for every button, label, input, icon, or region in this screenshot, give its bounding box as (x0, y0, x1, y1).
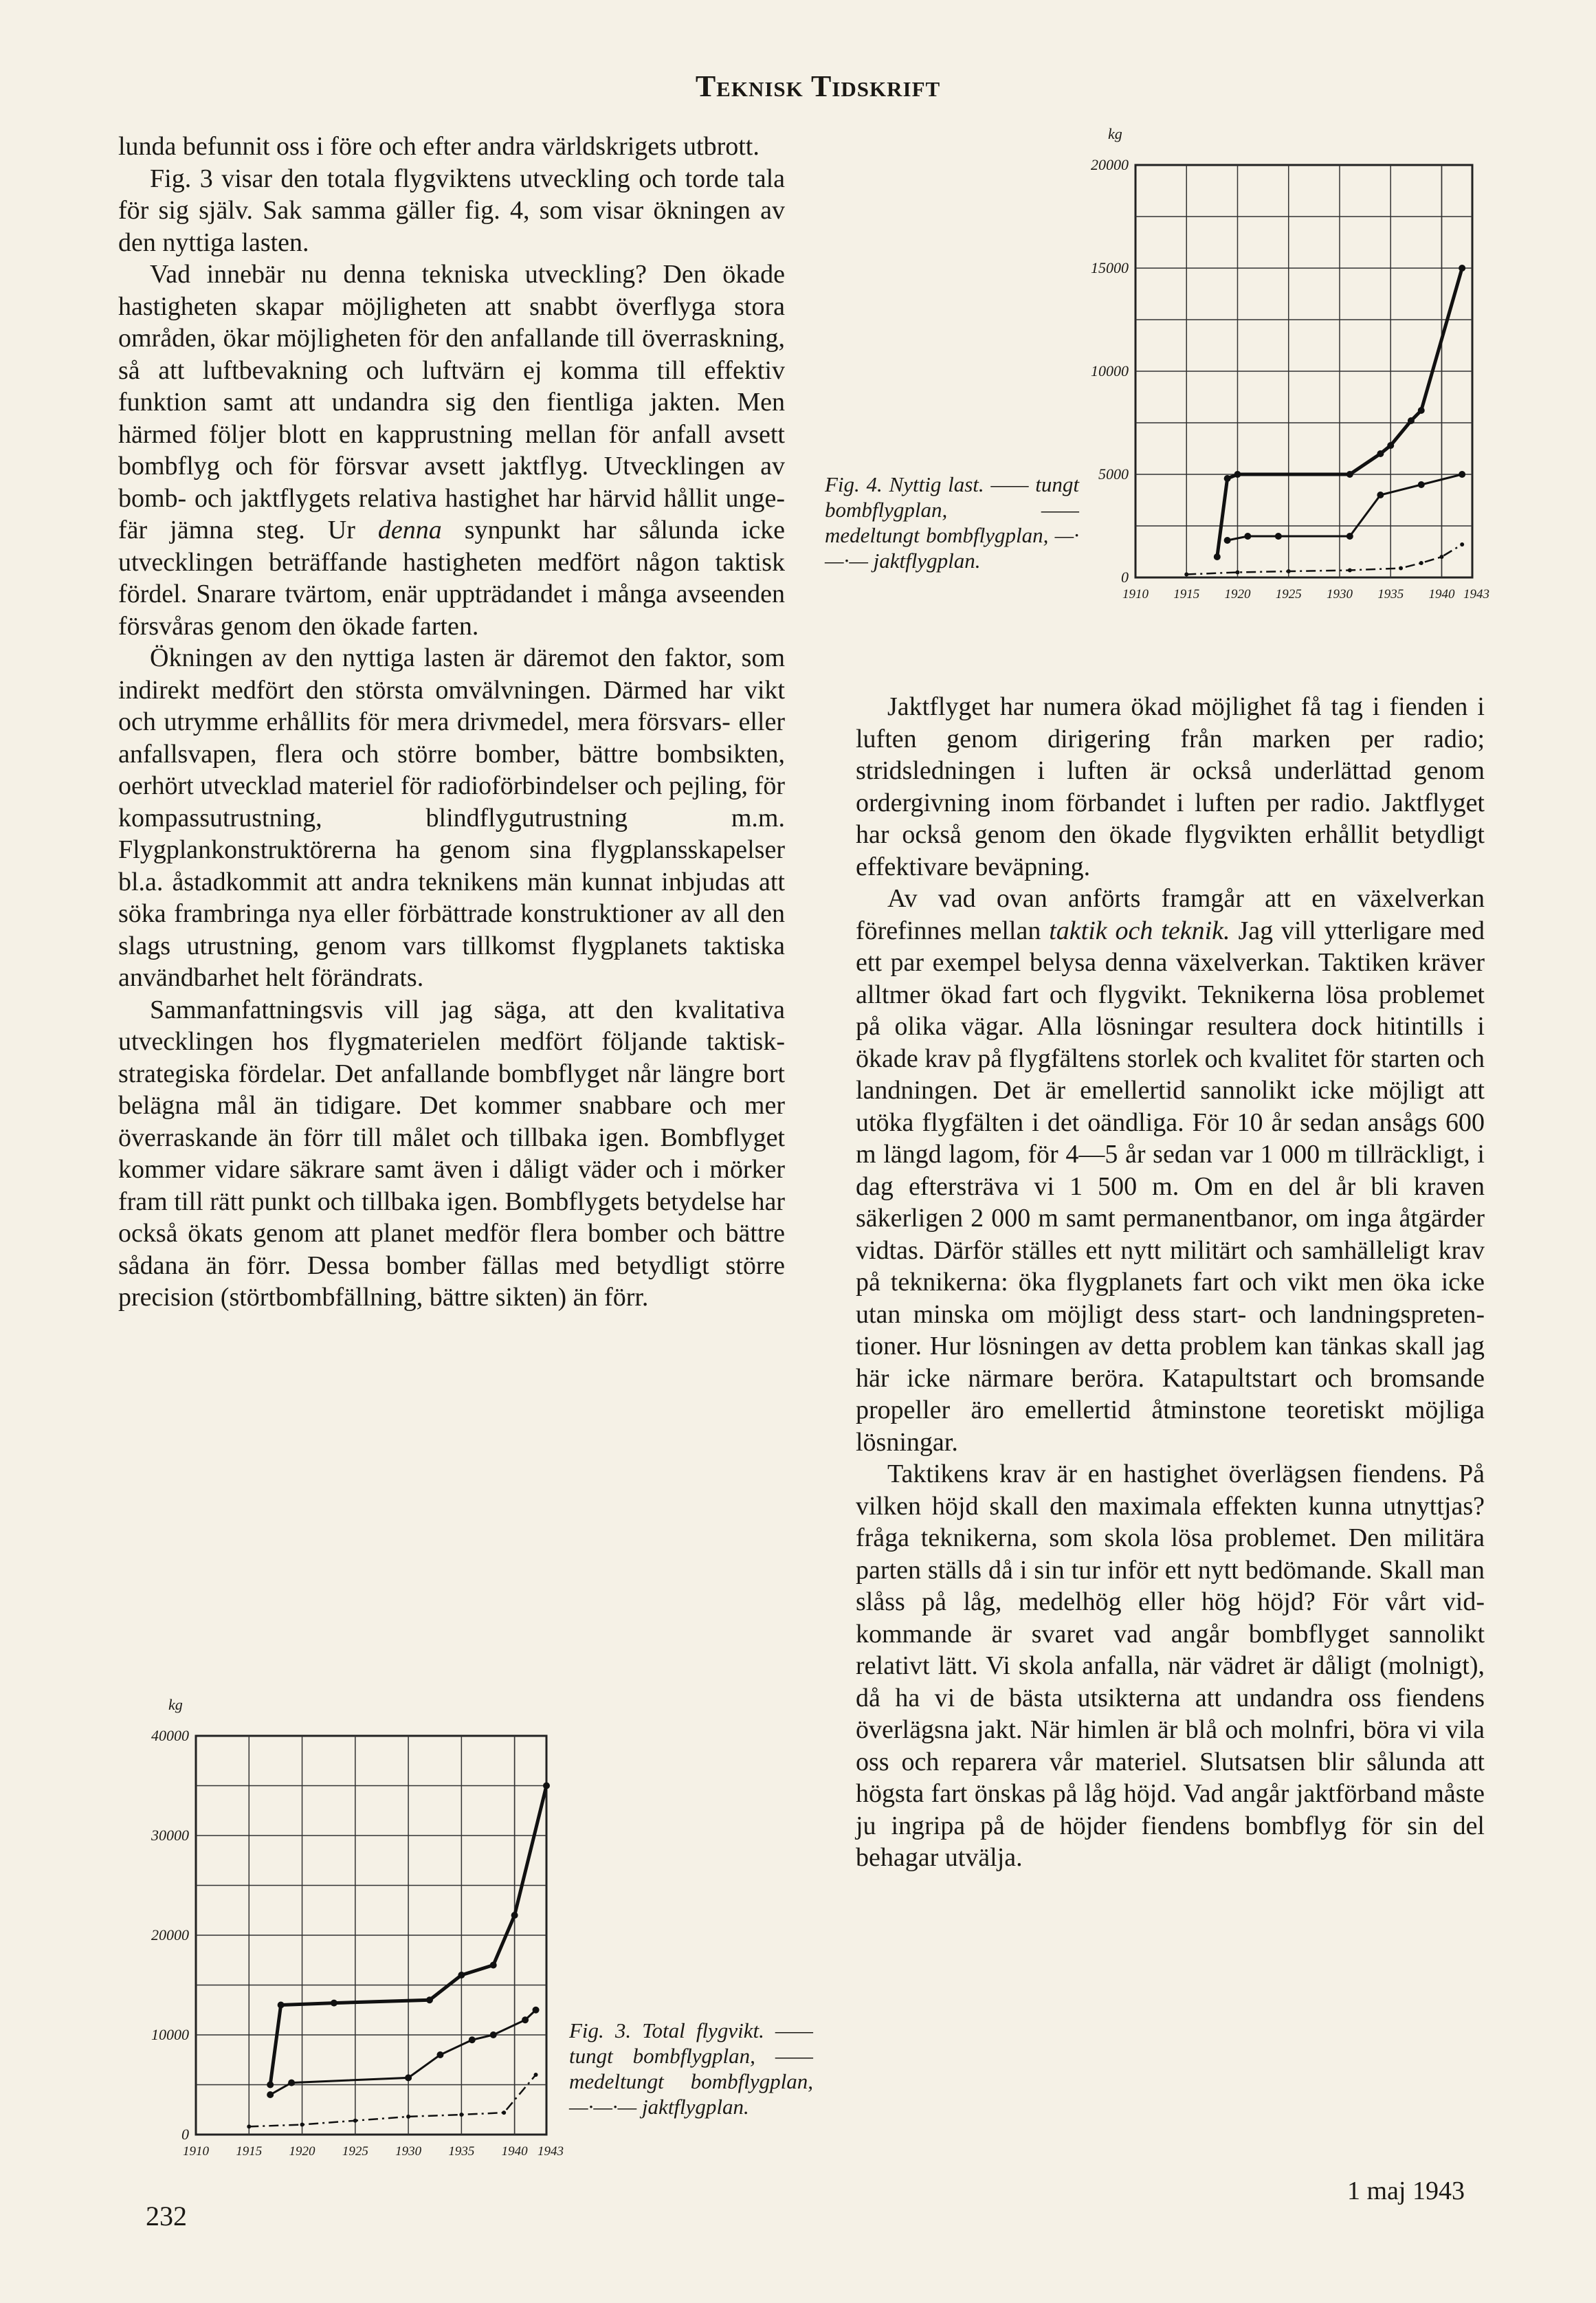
data-point (300, 2123, 304, 2127)
data-point (426, 1996, 433, 2003)
data-point (1235, 571, 1239, 575)
data-point (1377, 450, 1384, 457)
data-point (1408, 417, 1415, 424)
data-point (1418, 481, 1425, 488)
page-number: 232 (146, 2201, 187, 2232)
data-point (1387, 442, 1394, 449)
y-tick-label: 30000 (151, 1827, 189, 1844)
x-tick-label: 1930 (1326, 587, 1353, 602)
paragraph-text: Av vad ovan anförts framgår att en växelverkan förefinnes mellan (856, 884, 1485, 945)
paragraph (856, 883, 1485, 1458)
figure-4-svg (1069, 127, 1495, 615)
data-point (267, 2082, 274, 2089)
y-axis-label: kg (1108, 127, 1122, 142)
paragraph: lunda befunnit oss i före och efter andra världskrigets utbrott. (118, 132, 760, 161)
data-point (1214, 553, 1221, 560)
data-point (469, 2036, 476, 2043)
data-point (543, 1783, 550, 1789)
x-tick-label: 1925 (342, 2144, 368, 2159)
data-point (353, 2119, 357, 2123)
x-tick-label: 1915 (236, 2144, 263, 2159)
x-tick-label: 1940 (501, 2144, 528, 2159)
y-tick-label: 10000 (1091, 362, 1129, 379)
figure-3-svg (137, 1698, 577, 2179)
figure-3-chart (137, 1698, 577, 2179)
emphasis-text: denna (377, 516, 442, 544)
paragraph-text: Jag vill ytterligare med ett par exempel belysa denna växelverkan. Taktiken kräver alltmer ökad fart och flygvikt. Teknikerna lösa problemet på olika vägar. Alla lösningar resultera dock hitintills i ökade krav på flygfältens storlek och kvalitet för starten och landningen. Det är emellertid sannolikt icke möjligt att utöka flygfälten i det oändliga. För 10 år sedan ansågs 600 m längd lagom, för 4—5 år sedan var 1 000 m tillräckligt, i dag eftersträva vi 1 500 m. Om en del år bli kraven säkerligen 2 000 m samt permanentbanor, om inga åtgärder vidtas. Därför ställes ett nytt militärt och samhälleligt krav på teknikerna: öka flygplanets fart och vikt men öka icke utan minska om möjligt dess start- och landningspretentioner. Hur lösningen av detta problem kan tänkas skall jag här icke närmare beröra. Katapultstart och bromsande propeller äro emellertid åtminstone teoretiskt möjliga lösningar. (856, 916, 1485, 1457)
paragraph: Jaktflyget har numera ökad möjlighet få tag i fienden i luften genom dirigering från marken per radio; stridsledningen i luften är också underlättad genom ordergivning inom förbandet i luften per radio. Jaktflyget har också genom den ökade flygvikten erhållit betydligt effektivare beväpning. (856, 692, 1485, 881)
right-column (856, 691, 1485, 1874)
y-tick-label: 20000 (151, 1926, 189, 1943)
data-point (436, 2051, 443, 2058)
data-point (267, 2091, 274, 2098)
data-point (458, 1972, 465, 1979)
data-point (1224, 537, 1231, 544)
data-point (533, 2007, 540, 2014)
data-point (1348, 569, 1352, 573)
paragraph (118, 258, 785, 642)
paragraph-text: synpunkt har sålunda icke utvecklingen beträffande hastigheten medfört någon taktisk fördel. Snarare tvärtom, enär uppträdandet i många avseenden försvåras genom den ökade farten. (118, 516, 786, 641)
data-point (1224, 475, 1231, 482)
data-point (1275, 533, 1282, 540)
paragraph: Fig. 3 visar den totala flygviktens utveckling och torde tala för sig själv. Sak samma gäller fig. 4, som visar ökningen av den nyttiga lasten. (118, 164, 785, 257)
x-tick-label: 1910 (183, 2144, 209, 2159)
series-line (1186, 544, 1462, 575)
data-point (522, 2016, 529, 2023)
data-point (1234, 471, 1241, 478)
series-line (270, 2010, 535, 2095)
x-tick-label: 1920 (1224, 587, 1251, 602)
x-tick-label: 1935 (448, 2144, 475, 2159)
data-point (1184, 573, 1188, 577)
x-tick-label: 1943 (537, 2144, 564, 2159)
data-point (1418, 407, 1425, 414)
y-tick-label: 20000 (1091, 156, 1129, 173)
issue-date: 1 maj 1943 (1347, 2177, 1465, 2205)
figure-4-chart (1069, 127, 1495, 615)
data-point (331, 2000, 337, 2007)
data-point (1459, 471, 1465, 478)
figure-3-caption: Fig. 3. Total flygvikt. —— tungt bombflygplan, —— medeltungt bombflygplan, —·—·— jaktflygplan. (569, 2018, 813, 2119)
left-column (118, 131, 785, 1314)
x-tick-label: 1943 (1463, 587, 1489, 602)
journal-header: Teknisk Tidskrift (695, 69, 941, 103)
x-tick-label: 1925 (1275, 587, 1302, 602)
data-point (1346, 533, 1353, 540)
x-tick-label: 1930 (395, 2144, 422, 2159)
data-point (1346, 471, 1353, 478)
y-tick-label: 15000 (1091, 259, 1129, 276)
paragraph-text: Vad innebär nu denna tekniska utveckling? Den ökade hastigheten skapar möjligheten att snabbt överflyga stora områden, ökar möjligheten för den anfallande till överraskning, så att luftbevakning och luftvärn ej komma till effektiv funktion samt att undandra sig den fientliga jakten. Men härmed följer blott en kapprustning mellan för anfall avsett bombflyg och för försvar avsett jaktflyg. Utvecklingen av bomb- och jaktflygets relativa hastighet har härvid hållit ungefär jämna steg. Ur (118, 260, 785, 544)
data-point (490, 1962, 497, 1969)
paragraph: Ökningen av den nyttiga lasten är däremot den faktor, som indirekt medfört den största omvälvningen. Därmed har vikt och utrymme erhållits för mera drivmedel, mera försvars- eller anfallsvapen, flera och större bomber, bättre bombsikten, oerhört utvecklad materiel för radioförbindelser och pejling, för kompassutrustning, blindflygutrustning m.m. Flygplankonstruktörerna ha genom sina flygplansskapelser bl.a. åstadkommit att andra teknikens män kunnat inbjudas att söka frambringa nya eller förbättrade konstruktioner av all den slags utrustning, genom vars tillkomst flygplanets taktiska användbarhet helt förändrats. (118, 643, 785, 992)
data-point (278, 2002, 285, 2009)
y-axis-label: kg (168, 1698, 183, 1713)
x-tick-label: 1940 (1428, 587, 1455, 602)
y-tick-label: 0 (1121, 569, 1129, 586)
data-point (1419, 561, 1423, 565)
x-tick-label: 1920 (289, 2144, 315, 2159)
data-point (1244, 533, 1251, 540)
data-point (405, 2074, 412, 2081)
data-point (490, 2031, 497, 2038)
data-point (288, 2080, 295, 2086)
data-point (534, 2073, 538, 2077)
data-point (247, 2124, 251, 2128)
y-tick-label: 0 (181, 2126, 189, 2143)
data-point (1460, 542, 1464, 547)
data-point (1399, 566, 1403, 571)
data-point (1287, 569, 1291, 573)
emphasis-text: taktik och teknik. (1049, 916, 1230, 945)
paragraph: Sammanfattningsvis vill jag säga, att den kvalitativa utvecklingen hos flygmaterielen medfört följande taktisk-strategiska fördelar. Det anfallande bombflyget når längre bort belägna mål än tidigare. Det kommer snabbare och mer överraskande än förr till målet och tillbaka igen. Bombflyget kommer vidare säkrare samt även i dåligt väder och i mörker fram till rätt punkt och tillbaka igen. Bombflygets betydelse har också ökats genom att planet medför flera bomber och bättre sådana än förr. Dessa bomber fällas med betydligt större precision (störtbombfällning, bättre sikten) än förr. (118, 995, 785, 1312)
x-tick-label: 1910 (1122, 587, 1149, 602)
figure-4-caption: Fig. 4. Nyttig last. —— tungt bombflygplan, —— medeltungt bombflygplan, —·—·— jaktflygplan. (825, 472, 1079, 573)
y-tick-label: 10000 (151, 2026, 189, 2043)
data-point (459, 2113, 463, 2117)
data-point (406, 2115, 410, 2119)
data-point (1439, 555, 1443, 559)
x-tick-label: 1915 (1173, 587, 1200, 602)
y-tick-label: 5000 (1098, 465, 1129, 483)
y-tick-label: 40000 (151, 1727, 189, 1744)
x-tick-label: 1935 (1377, 587, 1404, 602)
data-point (502, 2111, 506, 2115)
data-point (1377, 492, 1384, 498)
series-line (1228, 474, 1463, 540)
data-point (1459, 265, 1465, 272)
paragraph: Taktikens krav är en hastighet överlägsen fiendens. På vilken höjd skall den maximala effekten kunna utnyttjas? fråga teknikerna, som skola lösa problemet. Den militära parten ställs då i sin tur inför ett nytt bedömande. Skall man slåss på låg, medelhög eller hög höjd? För vårt vidkommande är svaret vad angår bombflyget sannolikt relativt lätt. Vi skola anfalla, när vädret är dåligt (molnigt), då ha vi de bästa utsikterna att undandra oss fiendens överlägsna jakt. När himlen är blå och molnfri, böra vi vila oss och reparera vår materiel. Slutsatsen blir sålunda att högsta fart önskas på låg höjd. Vad angår jaktförband måste ju ingripa på de höjder fiendens bombflyg för sin del behagar utvälja. (856, 1459, 1485, 1872)
data-point (511, 1912, 518, 1919)
